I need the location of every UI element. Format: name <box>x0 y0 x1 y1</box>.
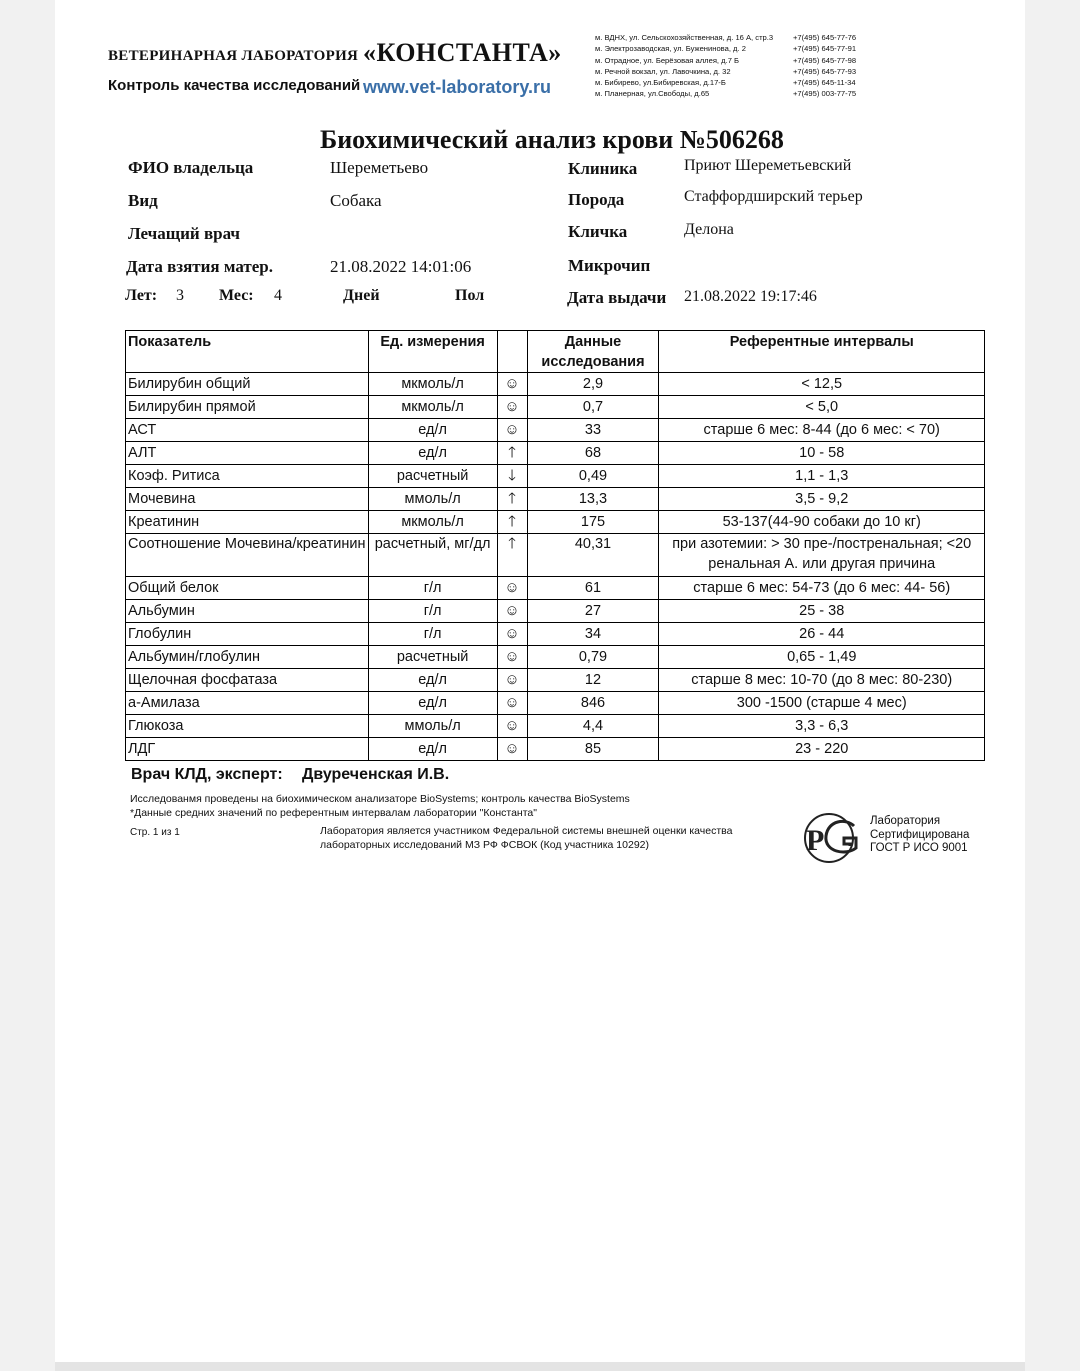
header-param: Показатель <box>126 331 369 373</box>
microchip-label: Микрочип <box>568 256 651 275</box>
flag-icon: ☺ <box>497 692 527 715</box>
param-cell: Глюкоза <box>126 715 369 738</box>
doctor-label: Лечащий врач <box>128 224 240 243</box>
pet-name-label: Кличка <box>568 222 628 241</box>
header-flag <box>497 331 527 373</box>
unit-cell: расчетный <box>368 646 497 669</box>
svg-text:Р: Р <box>806 824 825 857</box>
param-cell: АСТ <box>126 419 369 442</box>
header-reference: Референтные интервалы <box>659 331 985 373</box>
years-value: 3 <box>176 287 184 304</box>
value-cell: 61 <box>527 577 659 600</box>
value-cell: 175 <box>527 511 659 534</box>
reference-cell: 3,3 - 6,3 <box>659 715 985 738</box>
flag-icon: 🡑 <box>497 511 527 534</box>
address-row <box>595 32 873 43</box>
flag-icon: 🡓 <box>497 465 527 488</box>
param-cell: Альбумин <box>126 600 369 623</box>
value-cell: 0,79 <box>527 646 659 669</box>
reference-cell: 1,1 - 1,3 <box>659 465 985 488</box>
breed-value: Стаффордширский терьер <box>684 188 863 205</box>
years-label: Лет: <box>125 287 158 304</box>
reference-cell: старше 6 мес: 54-73 (до 6 мес: 44- 56) <box>659 577 985 600</box>
flag-icon: ☺ <box>497 600 527 623</box>
address-text: м. Речной вокзал, ул. Лавочкина, д. 32 <box>595 66 731 76</box>
page-number: Стр. 1 из 1 <box>130 827 180 838</box>
address-row <box>595 88 873 99</box>
table-row <box>126 396 985 419</box>
address-text: м. Электрозаводская, ул. Буженинова, д. 2 <box>595 44 746 54</box>
param-cell: Мочевина <box>126 488 369 511</box>
address-phone: +7(495) 645-77-93 <box>793 66 857 76</box>
value-cell: 0,7 <box>527 396 659 419</box>
table-row <box>126 600 985 623</box>
address-text: м. Бибирево, ул.Бибиревская, д.17-Б <box>595 78 726 88</box>
value-cell: 2,9 <box>527 373 659 396</box>
table-header-row <box>126 331 985 373</box>
reference-cell: 23 - 220 <box>659 738 985 761</box>
months-label: Мес: <box>219 287 254 304</box>
flag-icon: 🡑 <box>497 534 527 577</box>
flag-icon: ☺ <box>497 715 527 738</box>
certification-text <box>870 815 969 856</box>
reference-cell: старше 8 мес: 10-70 (до 8 мес: 80-230) <box>659 669 985 692</box>
param-cell: Соотношение Мочевина/креатинин <box>126 534 369 577</box>
table-row <box>126 373 985 396</box>
address-text: м. Планерная, ул.Свободы, д.65 <box>595 89 710 99</box>
param-cell: Общий белок <box>126 577 369 600</box>
unit-cell: ед/л <box>368 669 497 692</box>
address-row <box>595 66 873 77</box>
owner-label: ФИО владельца <box>128 158 254 177</box>
param-cell: ЛДГ <box>126 738 369 761</box>
reference-cell: 26 - 44 <box>659 623 985 646</box>
header-unit: Ед. измерения <box>368 331 497 373</box>
results-table <box>125 330 985 761</box>
website-link[interactable]: www.vet-laboratory.ru <box>363 77 552 97</box>
unit-cell: мкмоль/л <box>368 373 497 396</box>
unit-cell: расчетный, мг/дл <box>368 534 497 577</box>
days-label: Дней <box>343 287 380 304</box>
unit-cell: ммоль/л <box>368 715 497 738</box>
table-row <box>126 738 985 761</box>
param-cell: Альбумин/глобулин <box>126 646 369 669</box>
analyzer-note: Исследованмя проведены на биохимическом анализаторе BioSystems; контроль качества BioSystems <box>130 793 630 805</box>
reference-note: *Данные средних значений по референтным интервалам лаборатории "Константа" <box>130 807 537 819</box>
clinic-label: Клиника <box>568 159 638 178</box>
sample-date-value: 21.08.2022 14:01:06 <box>330 257 472 276</box>
address-row <box>595 43 873 54</box>
reference-cell: < 12,5 <box>659 373 985 396</box>
param-cell: Креатинин <box>126 511 369 534</box>
value-cell: 846 <box>527 692 659 715</box>
unit-cell: г/л <box>368 623 497 646</box>
flag-icon: ☺ <box>497 373 527 396</box>
value-cell: 12 <box>527 669 659 692</box>
sample-date-label: Дата взятия матер. <box>126 257 273 276</box>
unit-cell: расчетный <box>368 465 497 488</box>
address-phone: +7(495) 645-77-76 <box>793 33 857 42</box>
table-row <box>126 692 985 715</box>
pet-name-value: Делона <box>684 221 734 238</box>
issue-date-value: 21.08.2022 19:17:46 <box>684 288 817 305</box>
flag-icon: ☺ <box>497 646 527 669</box>
expert-name: Двуреченская И.В. <box>302 766 450 783</box>
value-cell: 40,31 <box>527 534 659 577</box>
address-phone: +7(495) 003-77-75 <box>793 89 857 99</box>
value-cell: 13,3 <box>527 488 659 511</box>
address-phone: +7(495) 645-77-91 <box>793 44 857 54</box>
param-cell: Щелочная фосфатаза <box>126 669 369 692</box>
sex-label: Пол <box>455 287 485 304</box>
reference-cell: < 5,0 <box>659 396 985 419</box>
flag-icon: ☺ <box>497 396 527 419</box>
cert-line-3: ГОСТ Р ИСО 9001 <box>870 842 968 854</box>
report-page <box>55 0 1025 1362</box>
unit-cell: ед/л <box>368 692 497 715</box>
species-value: Собака <box>330 191 382 210</box>
unit-cell: г/л <box>368 577 497 600</box>
species-label: Вид <box>128 191 158 210</box>
breed-label: Порода <box>568 190 625 209</box>
unit-cell: г/л <box>368 600 497 623</box>
address-list <box>595 32 873 100</box>
reference-cell: 10 - 58 <box>659 442 985 465</box>
flag-icon: ☺ <box>497 623 527 646</box>
flag-icon: 🡑 <box>497 442 527 465</box>
lab-name: «КОНСТАНТА» <box>363 38 562 67</box>
cert-line-2: Сертифицирована <box>870 828 970 841</box>
address-phone: +7(495) 645-11-34 <box>793 78 856 88</box>
address-text: м. Отрадное, ул. Берёзовая аллея, д.7 Б <box>595 55 740 65</box>
expert-label: Врач КЛД, эксперт: <box>131 766 283 783</box>
table-row <box>126 715 985 738</box>
flag-icon: ☺ <box>497 669 527 692</box>
lab-prefix: ВЕТЕРИНАРНАЯ ЛАБОРАТОРИЯ <box>108 48 359 64</box>
table-row <box>126 511 985 534</box>
flag-icon: ☺ <box>497 419 527 442</box>
value-cell: 34 <box>527 623 659 646</box>
unit-cell: ед/л <box>368 419 497 442</box>
table-row <box>126 465 985 488</box>
flag-icon: ☺ <box>497 577 527 600</box>
param-cell: Коэф. Ритиса <box>126 465 369 488</box>
table-row <box>126 419 985 442</box>
fsvok-line-1: Лаборатория является участником Федеральной системы внешней оценки качества <box>320 825 733 837</box>
document-title: Биохимический анализ крови №506268 <box>320 125 784 154</box>
header-value: Данные исследования <box>527 331 659 373</box>
owner-value: Шереметьево <box>330 158 429 177</box>
reference-cell: 300 -1500 (старше 4 мес) <box>659 692 985 715</box>
address-row <box>595 55 873 66</box>
flag-icon: ☺ <box>497 738 527 761</box>
unit-cell: ед/л <box>368 738 497 761</box>
value-cell: 0,49 <box>527 465 659 488</box>
reference-cell: 53-137(44-90 собаки до 10 кг) <box>659 511 985 534</box>
value-cell: 33 <box>527 419 659 442</box>
reference-cell: при азотемии: > 30 пре-/постренальная; <20 ренальная А. или другая причина <box>659 534 985 577</box>
value-cell: 85 <box>527 738 659 761</box>
issue-date-label: Дата выдачи <box>567 288 667 307</box>
table-row <box>126 442 985 465</box>
certification-logo-icon <box>802 812 864 864</box>
clinic-value: Приют Шереметьевский <box>684 157 852 174</box>
param-cell: АЛТ <box>126 442 369 465</box>
page-bottom-edge <box>55 1362 1025 1371</box>
cert-line-1: Лаборатория <box>870 815 941 827</box>
param-cell: а-Амилаза <box>126 692 369 715</box>
fsvok-line-2: лабораторных исследований МЗ РФ ФСВОК (Код участника 10292) <box>320 839 650 851</box>
flag-icon: 🡑 <box>497 488 527 511</box>
param-cell: Билирубин прямой <box>126 396 369 419</box>
table-row <box>126 488 985 511</box>
table-row <box>126 669 985 692</box>
table-row <box>126 646 985 669</box>
table-row <box>126 534 985 577</box>
table-row <box>126 623 985 646</box>
months-value: 4 <box>274 287 282 304</box>
param-cell: Глобулин <box>126 623 369 646</box>
quality-tagline: Контроль качества исследований <box>108 77 361 94</box>
unit-cell: мкмоль/л <box>368 396 497 419</box>
param-cell: Билирубин общий <box>126 373 369 396</box>
address-phone: +7(495) 645-77-98 <box>793 55 857 65</box>
reference-cell: 0,65 - 1,49 <box>659 646 985 669</box>
address-row <box>595 77 873 88</box>
table-row <box>126 577 985 600</box>
value-cell: 27 <box>527 600 659 623</box>
reference-cell: 3,5 - 9,2 <box>659 488 985 511</box>
reference-cell: старше 6 мес: 8-44 (до 6 мес: < 70) <box>659 419 985 442</box>
value-cell: 4,4 <box>527 715 659 738</box>
unit-cell: ммоль/л <box>368 488 497 511</box>
unit-cell: мкмоль/л <box>368 511 497 534</box>
unit-cell: ед/л <box>368 442 497 465</box>
reference-cell: 25 - 38 <box>659 600 985 623</box>
value-cell: 68 <box>527 442 659 465</box>
address-text: м. ВДНХ, ул. Сельскохозяйственная, д. 16 А, стр.3 <box>595 33 774 42</box>
